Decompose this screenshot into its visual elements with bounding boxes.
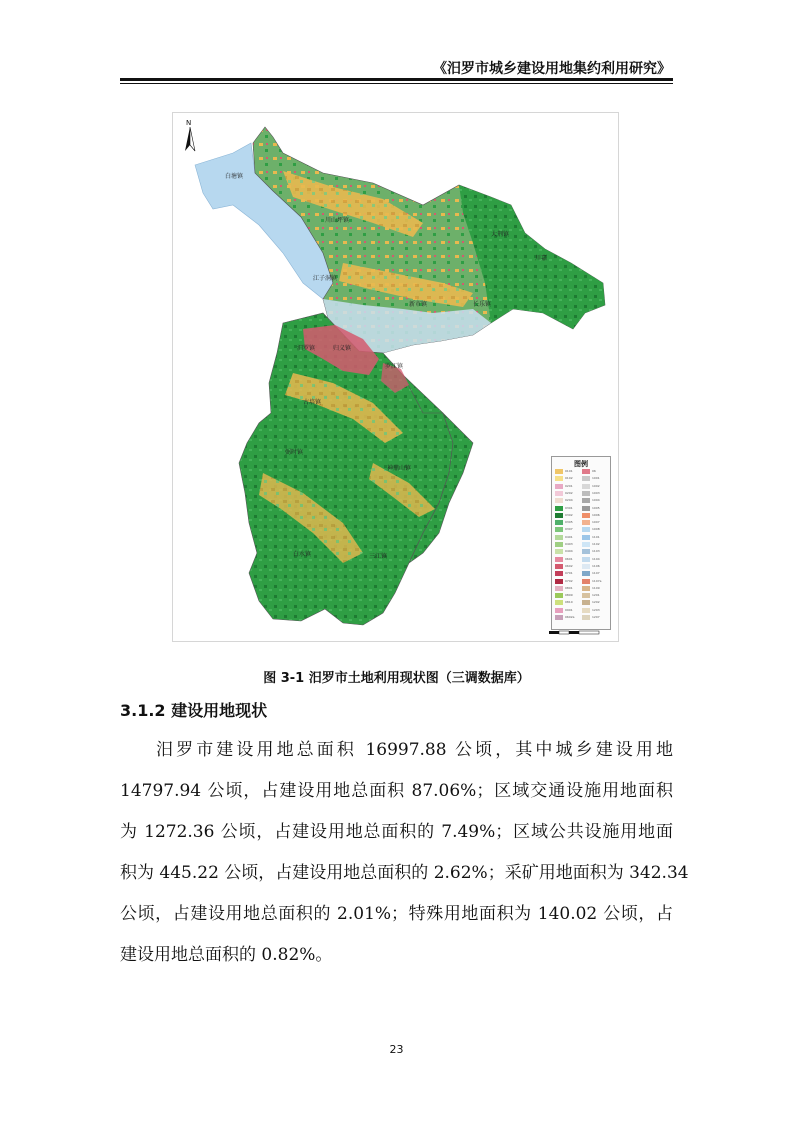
legend-code: 0302: [565, 512, 573, 517]
legend-swatch: [555, 476, 563, 481]
legend-code: 0404: [565, 549, 573, 554]
place-label: 白水镇: [293, 551, 312, 558]
legend-item: [555, 476, 581, 482]
legend-code: 1004: [592, 498, 600, 503]
legend-swatch: [555, 564, 563, 569]
paragraph-line: 汨罗市建设用地总面积 16997.88 公顷，其中城乡建设用地: [156, 740, 673, 760]
legend-item: [582, 564, 608, 570]
legend-code: 0701: [565, 571, 573, 576]
legend-code: 0201: [565, 483, 573, 488]
place-label: 白塘镇: [225, 173, 244, 180]
legend-swatch: [582, 491, 590, 496]
legend-swatch: [582, 571, 590, 576]
scale-bar: [545, 629, 613, 637]
legend-item: [555, 571, 581, 577]
legend-code: 0602: [565, 563, 573, 568]
legend-code: 0801: [565, 585, 573, 590]
legend-swatch: [582, 506, 590, 511]
legend-item: [555, 513, 581, 519]
legend-code: 1101: [592, 534, 600, 539]
legend-swatch: [555, 586, 563, 591]
legend-code: 1001: [592, 476, 600, 481]
legend-item: [582, 513, 608, 519]
legend-item: [555, 586, 581, 592]
legend-swatch: [582, 600, 590, 605]
legend-code: 0809: [565, 593, 573, 598]
header-rule-thick: [120, 78, 673, 81]
legend-swatch: [555, 600, 563, 605]
paragraph-line: 公顷，占建设用地总面积的 2.01%；特殊用地面积为 140.02 公顷，占: [120, 904, 673, 924]
place-label: 罗江镇: [385, 363, 404, 370]
legend-item: [582, 498, 608, 504]
place-label: 长乐镇: [473, 301, 492, 308]
legend-item: [555, 615, 581, 621]
legend-code: 1202: [592, 600, 600, 605]
legend-item: [582, 484, 608, 490]
land-use-map-figure: [172, 112, 619, 642]
legend-swatch: [582, 557, 590, 562]
legend-swatch: [582, 535, 590, 540]
legend-code: 1002: [592, 483, 600, 488]
legend-item: [555, 549, 581, 555]
paragraph-line: 14797.94 公顷，占建设用地总面积 87.06%；区域交通设施用地面积: [120, 781, 673, 801]
legend-item: [555, 608, 581, 614]
legend-swatch: [555, 542, 563, 547]
paragraph-line: 为 1272.36 公顷，占建设用地总面积的 7.49%；区域公共设施用地面: [120, 822, 673, 842]
legend-swatch: [582, 513, 590, 518]
legend-item: [582, 542, 608, 548]
paragraph-line: 建设用地总面积的 0.82%。: [120, 945, 333, 965]
legend-code: 1104: [592, 556, 600, 561]
legend-item: [555, 491, 581, 497]
legend-code: 1203: [592, 607, 600, 612]
running-header-title: 《汨罗市城乡建设用地集约利用研究》: [433, 61, 671, 77]
legend-swatch: [555, 513, 563, 518]
legend-code: 0202: [565, 490, 573, 495]
legend-code: 0204: [565, 498, 573, 503]
legend-swatch: [582, 549, 590, 554]
legend-swatch: [582, 564, 590, 569]
legend-code: 0702: [565, 578, 573, 583]
legend-code: 0602a: [565, 615, 575, 619]
header-rule-thin: [120, 83, 673, 84]
legend-item: [582, 608, 608, 614]
legend-item: [582, 615, 608, 621]
legend-code: 1107: [592, 571, 600, 576]
place-label: 弼时镇: [285, 449, 304, 456]
legend-swatch: [555, 615, 563, 620]
page-number: 23: [389, 1043, 404, 1056]
legend-item: [582, 586, 608, 592]
legend-code: 1003: [592, 490, 600, 495]
north-arrow-icon: [185, 127, 195, 151]
legend-item: [582, 527, 608, 533]
paragraph-line: 积为 445.22 公顷，占建设用地总面积的 2.62%；采矿用地面积为 342.34: [120, 863, 689, 883]
legend-item: [555, 484, 581, 490]
legend-code: 1201: [592, 593, 600, 598]
legend-swatch: [555, 549, 563, 554]
legend-item: [555, 600, 581, 606]
legend-code: 0305: [565, 520, 573, 525]
place-label: 川山坪镇: [325, 217, 350, 224]
legend-swatch: [555, 469, 563, 474]
legend-item: [555, 520, 581, 526]
place-label: 大荆镇: [491, 231, 510, 238]
legend-code: 1005: [592, 505, 600, 510]
legend-swatch: [555, 557, 563, 562]
legend-swatch: [582, 593, 590, 598]
legend-item: [582, 557, 608, 563]
legend-item: [582, 520, 608, 526]
legend-code: 1007: [592, 520, 600, 525]
north-letter: N: [186, 119, 192, 127]
legend-code: 0301: [565, 505, 573, 510]
legend-item: [582, 571, 608, 577]
legend-item: [582, 600, 608, 606]
legend-code: 06: [592, 469, 596, 473]
legend-code: 0307: [565, 527, 573, 532]
place-label: 三江镇: [369, 553, 388, 560]
legend-swatch: [555, 498, 563, 503]
place-label: 江子洞镇: [313, 275, 338, 282]
legend-item: [555, 557, 581, 563]
legend-code: 0601: [565, 556, 573, 561]
legend-code: 0102: [565, 476, 573, 481]
legend-swatch: [555, 484, 563, 489]
legend-item: [582, 491, 608, 497]
legend-code: 0403: [565, 542, 573, 546]
legend-item: [555, 593, 581, 599]
legend-swatch: [555, 579, 563, 584]
legend-code: 1207: [592, 615, 600, 619]
legend-title: 图例: [574, 460, 588, 468]
legend-code: 0810: [565, 600, 573, 605]
place-label: 神鼎山镇: [387, 465, 412, 472]
map-legend: [551, 456, 611, 630]
place-label: 汨罗镇: [297, 345, 316, 352]
legend-swatch: [555, 491, 563, 496]
legend-swatch: [555, 571, 563, 576]
legend-item: [582, 476, 608, 482]
section-heading: 3.1.2 建设用地现状: [120, 701, 268, 720]
legend-code: 1102: [592, 542, 600, 546]
legend-item: [555, 527, 581, 533]
legend-item: [582, 579, 608, 585]
legend-swatch: [582, 476, 590, 481]
legend-item: [555, 564, 581, 570]
legend-swatch: [582, 542, 590, 547]
legend-item: [555, 498, 581, 504]
legend-item: [582, 469, 608, 475]
legend-code: 1106: [592, 563, 600, 568]
legend-item: [582, 506, 608, 512]
legend-swatch: [582, 579, 590, 584]
figure-caption: 图 3-1 汨罗市土地利用现状图（三调数据库）: [263, 671, 530, 686]
place-label: 川嘉: [535, 255, 548, 262]
legend-item: [582, 549, 608, 555]
legend-code: 0901: [565, 607, 573, 612]
legend-code: 1107a: [592, 578, 602, 583]
legend-swatch: [555, 520, 563, 525]
legend-swatch: [555, 506, 563, 511]
legend-swatch: [555, 527, 563, 532]
place-label: 新市镇: [409, 301, 428, 308]
legend-swatch: [555, 593, 563, 598]
legend-swatch: [582, 484, 590, 489]
legend-item: [555, 506, 581, 512]
legend-swatch: [582, 608, 590, 613]
legend-code: 0401: [565, 534, 573, 539]
legend-item: [582, 593, 608, 599]
legend-swatch: [555, 608, 563, 613]
legend-code: 0101: [565, 469, 573, 473]
legend-item: [555, 542, 581, 548]
legend-code: 1008: [592, 527, 600, 532]
legend-code: 1109: [592, 585, 600, 590]
legend-item: [582, 535, 608, 541]
legend-swatch: [582, 520, 590, 525]
legend-swatch: [582, 586, 590, 591]
place-label: 古培镇: [303, 399, 322, 406]
legend-code: 1006: [592, 512, 600, 517]
legend-item: [555, 535, 581, 541]
legend-swatch: [555, 535, 563, 540]
legend-item: [555, 579, 581, 585]
legend-swatch: [582, 615, 590, 620]
legend-swatch: [582, 498, 590, 503]
legend-swatch: [582, 469, 590, 474]
place-label: 归义镇: [333, 345, 352, 352]
legend-code: 1103: [592, 549, 600, 554]
legend-swatch: [582, 527, 590, 532]
legend-item: [555, 469, 581, 475]
